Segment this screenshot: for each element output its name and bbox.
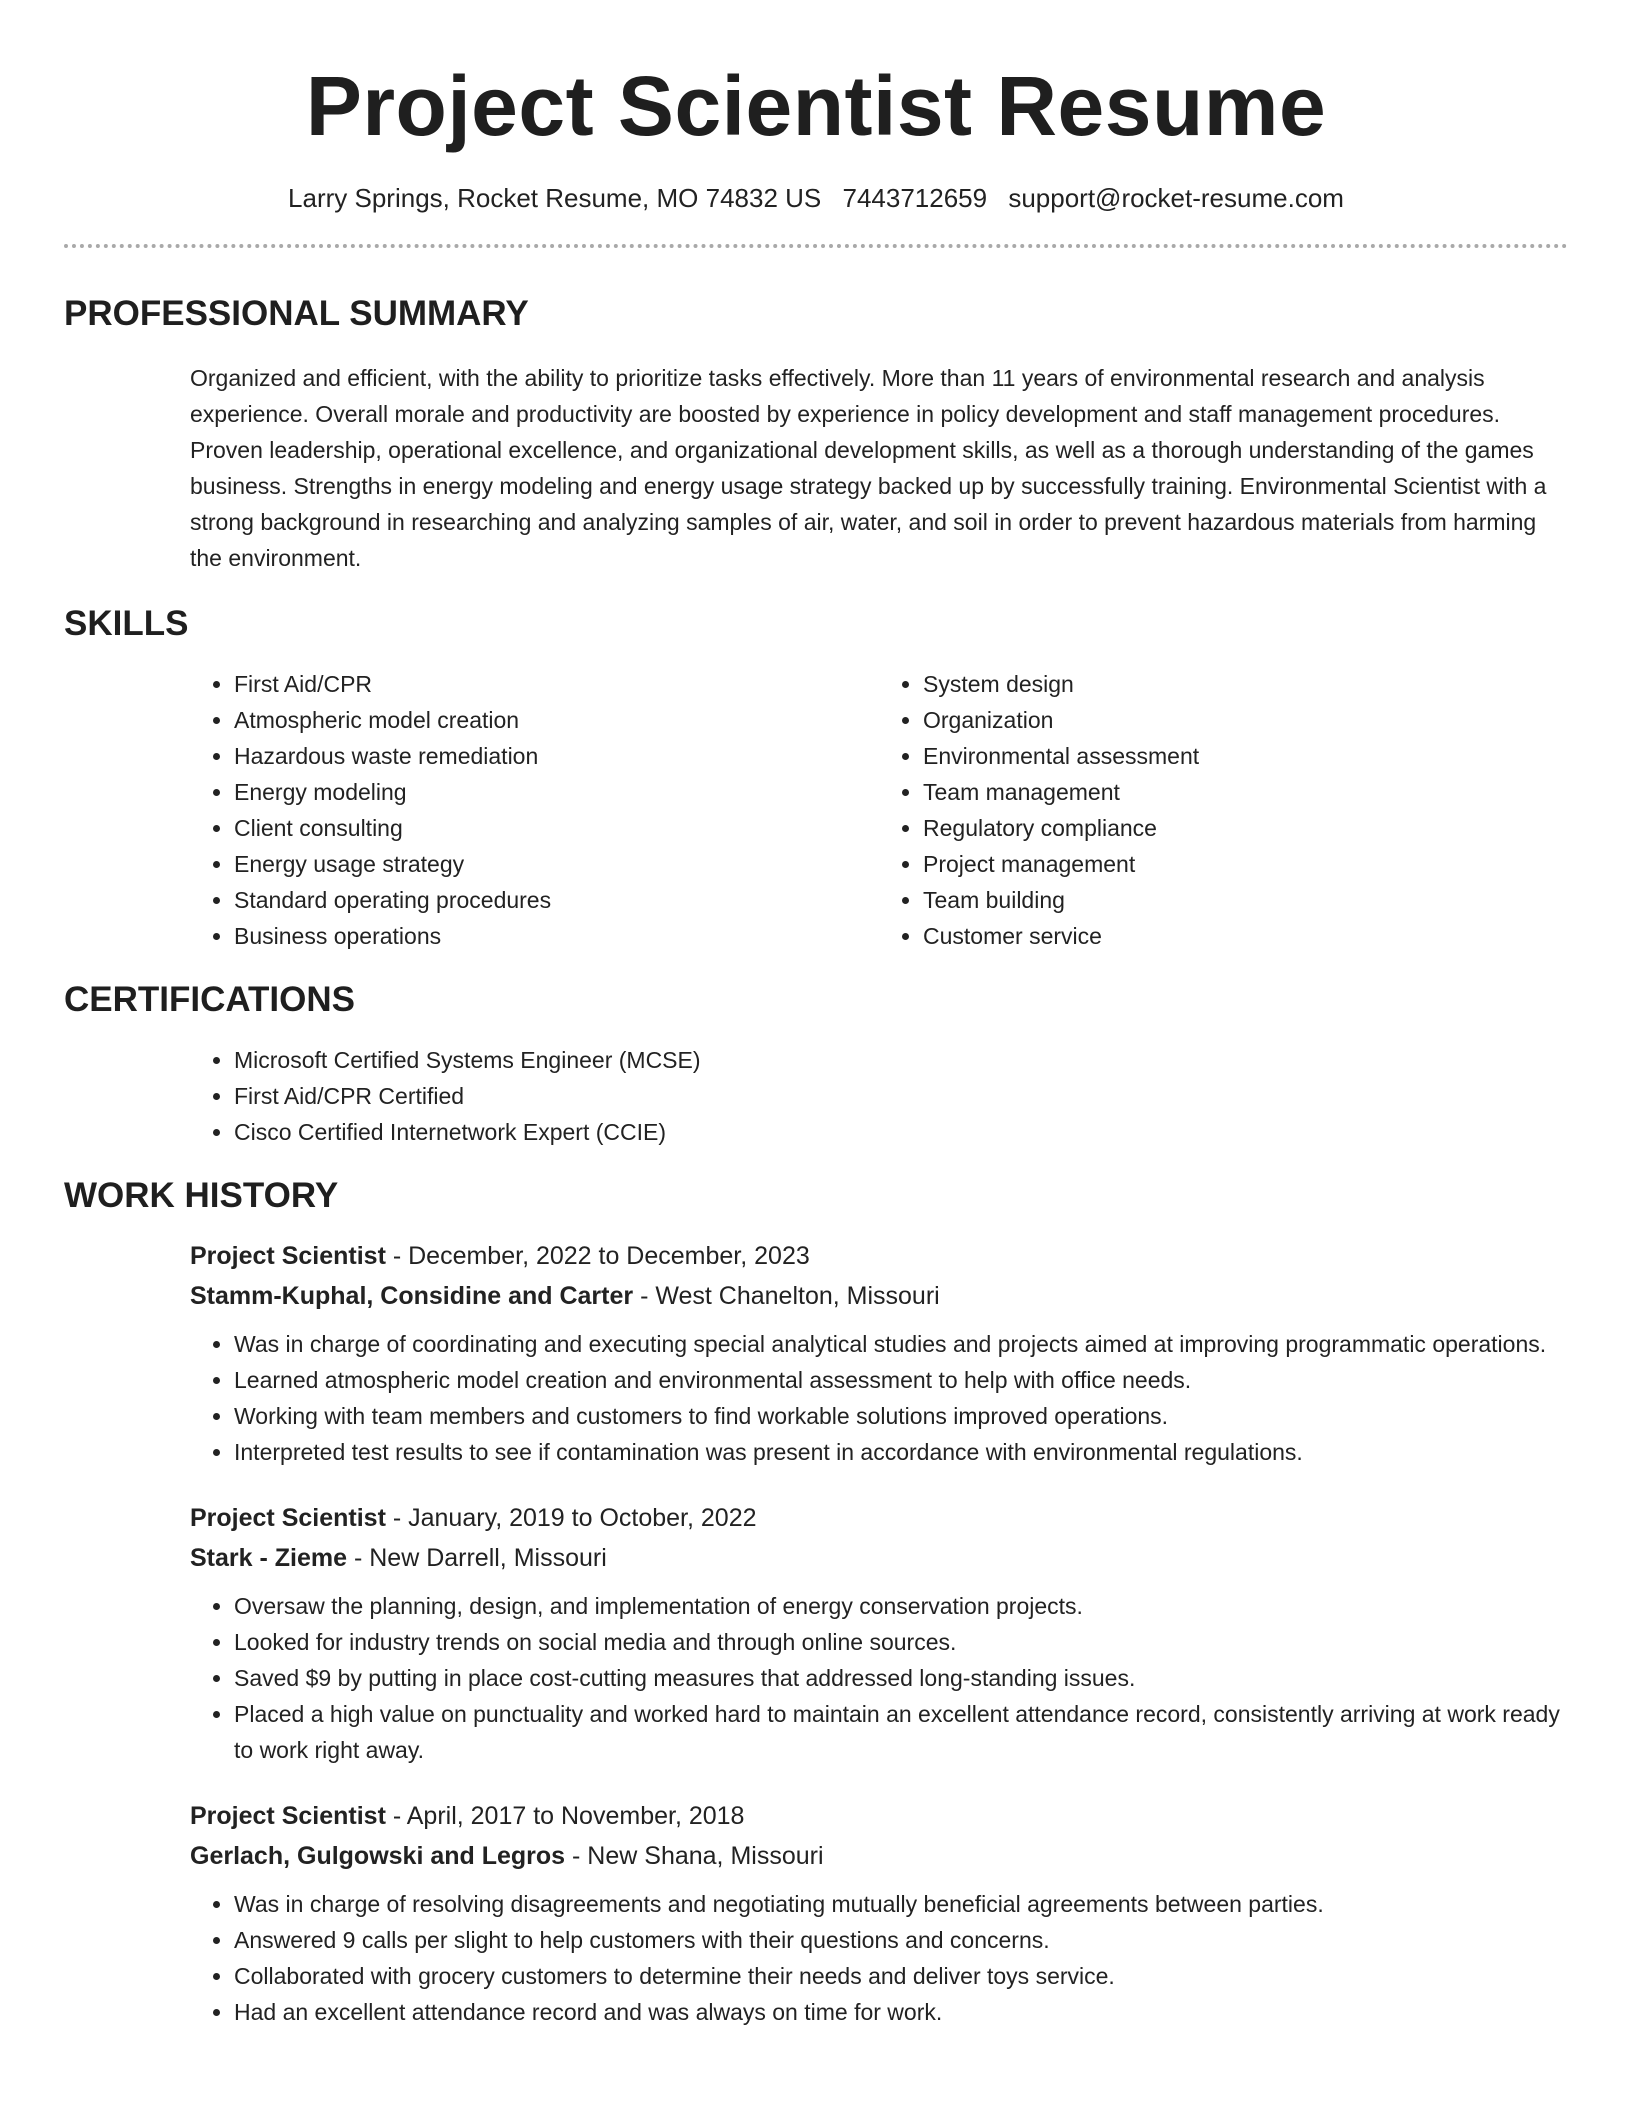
- list-item: • Team building: [923, 882, 1568, 918]
- job-location: - New Shana, Missouri: [565, 1842, 824, 1870]
- list-item: • Hazardous waste remediation: [234, 738, 879, 774]
- skills-columns: [64, 666, 1568, 954]
- list-item: • First Aid/CPR: [234, 666, 879, 702]
- job-company: Stamm-Kuphal, Considine and Carter: [190, 1282, 634, 1310]
- list-item: • Business operations: [234, 918, 879, 954]
- contact-address: Larry Springs, Rocket Resume, MO 74832 US: [288, 183, 822, 213]
- list-item: • Answered 9 calls per slight to help customers with their questions and concerns.: [234, 1922, 1568, 1958]
- contact-phone: 7443712659: [842, 183, 988, 213]
- list-item: • Learned atmospheric model creation and environmental assessment to help with office needs.: [234, 1362, 1568, 1398]
- job-bullets: [190, 1886, 1568, 2030]
- list-item: • Looked for industry trends on social media and through online sources.: [234, 1624, 1568, 1660]
- summary-text: Organized and efficient, with the ability to prioritize tasks effectively. More than 11 years of environmental research and analysis experience. Overall morale and productivity are boosted by experience in policy development and staff management procedures. Proven leadership, operational excellence, and organizational development skills, as well as a thorough understanding of the games business. Strengths in energy modeling and energy usage strategy backed up by successfully training. Environmental Scientist with a strong background in researching and analyzing samples of air, water, and soil in order to prevent hazardous materials from harming the environment.: [190, 365, 1547, 571]
- section-heading-summary: PROFESSIONAL SUMMARY: [64, 294, 529, 333]
- list-item: • Oversaw the planning, design, and implementation of energy conservation projects.: [234, 1588, 1568, 1624]
- list-item: • Organization: [923, 702, 1568, 738]
- job-role: Project Scientist: [190, 1802, 386, 1830]
- job-company-line: [190, 1538, 1568, 1578]
- list-item: • Was in charge of coordinating and executing special analytical studies and projects aimed at improving programmatic operations.: [234, 1326, 1568, 1362]
- job-entry-1: [64, 1236, 1568, 1470]
- job-role: Project Scientist: [190, 1242, 386, 1270]
- list-item: • Project management: [923, 846, 1568, 882]
- job-entry-2: [64, 1498, 1568, 1768]
- job-dates: - January, 2019 to October, 2022: [385, 1504, 757, 1532]
- job-dates: - December, 2022 to December, 2023: [385, 1242, 810, 1270]
- job-role-line: [190, 1796, 1568, 1836]
- list-item: • Customer service: [923, 918, 1568, 954]
- list-item: • Team management: [923, 774, 1568, 810]
- job-location: - West Chanelton, Missouri: [633, 1282, 940, 1310]
- list-item: • Microsoft Certified Systems Engineer (MCSE): [234, 1042, 1568, 1078]
- skills-list-left: [190, 666, 879, 954]
- list-item: • Atmospheric model creation: [234, 702, 879, 738]
- list-item: • First Aid/CPR Certified: [234, 1078, 1568, 1114]
- job-bullets: [190, 1588, 1568, 1768]
- list-item: • Interpreted test results to see if contamination was present in accordance with environmental regulations.: [234, 1434, 1568, 1470]
- job-role-line: [190, 1498, 1568, 1538]
- list-item: • Environmental assessment: [923, 738, 1568, 774]
- job-company-line: [190, 1836, 1568, 1876]
- job-location: - New Darrell, Missouri: [347, 1544, 607, 1572]
- job-role-line: [190, 1236, 1568, 1276]
- certifications-list: [190, 1042, 1568, 1150]
- job-bullets: [190, 1326, 1568, 1470]
- list-item: • Placed a high value on punctuality and worked hard to maintain an excellent attendance record, consistently arriving at work ready to work right away.: [234, 1696, 1568, 1768]
- skills-list-right: [879, 666, 1568, 954]
- job-company: Stark - Zieme: [190, 1544, 348, 1572]
- list-item: • Cisco Certified Internetwork Expert (CCIE): [234, 1114, 1568, 1150]
- job-company: Gerlach, Gulgowski and Legros: [190, 1842, 566, 1870]
- list-item: • Saved $9 by putting in place cost-cutting measures that addressed long-standing issues.: [234, 1660, 1568, 1696]
- contact-email: support@rocket-resume.com: [1008, 183, 1344, 213]
- list-item: • Client consulting: [234, 810, 879, 846]
- list-item: • Regulatory compliance: [923, 810, 1568, 846]
- job-dates: - April, 2017 to November, 2018: [385, 1802, 745, 1830]
- page-title: Project Scientist Resume: [305, 59, 1327, 153]
- list-item: • System design: [923, 666, 1568, 702]
- section-heading-work-history: WORK HISTORY: [64, 1176, 339, 1215]
- section-heading-skills: SKILLS: [64, 604, 189, 643]
- list-item: • Collaborated with grocery customers to determine their needs and deliver toys service.: [234, 1958, 1568, 1994]
- job-company-line: [190, 1276, 1568, 1316]
- list-item: • Had an excellent attendance record and was always on time for work.: [234, 1994, 1568, 2030]
- list-item: • Energy usage strategy: [234, 846, 879, 882]
- list-item: • Working with team members and customers to find workable solutions improved operations.: [234, 1398, 1568, 1434]
- job-entry-3: [64, 1796, 1568, 2030]
- certifications-block: [64, 1042, 1568, 1150]
- list-item: • Energy modeling: [234, 774, 879, 810]
- contact-line: [64, 182, 1568, 214]
- section-heading-certifications: CERTIFICATIONS: [64, 980, 356, 1019]
- header-divider: [64, 244, 1568, 248]
- list-item: • Was in charge of resolving disagreements and negotiating mutually beneficial agreements between parties.: [234, 1886, 1568, 1922]
- list-item: • Standard operating procedures: [234, 882, 879, 918]
- job-role: Project Scientist: [190, 1504, 386, 1532]
